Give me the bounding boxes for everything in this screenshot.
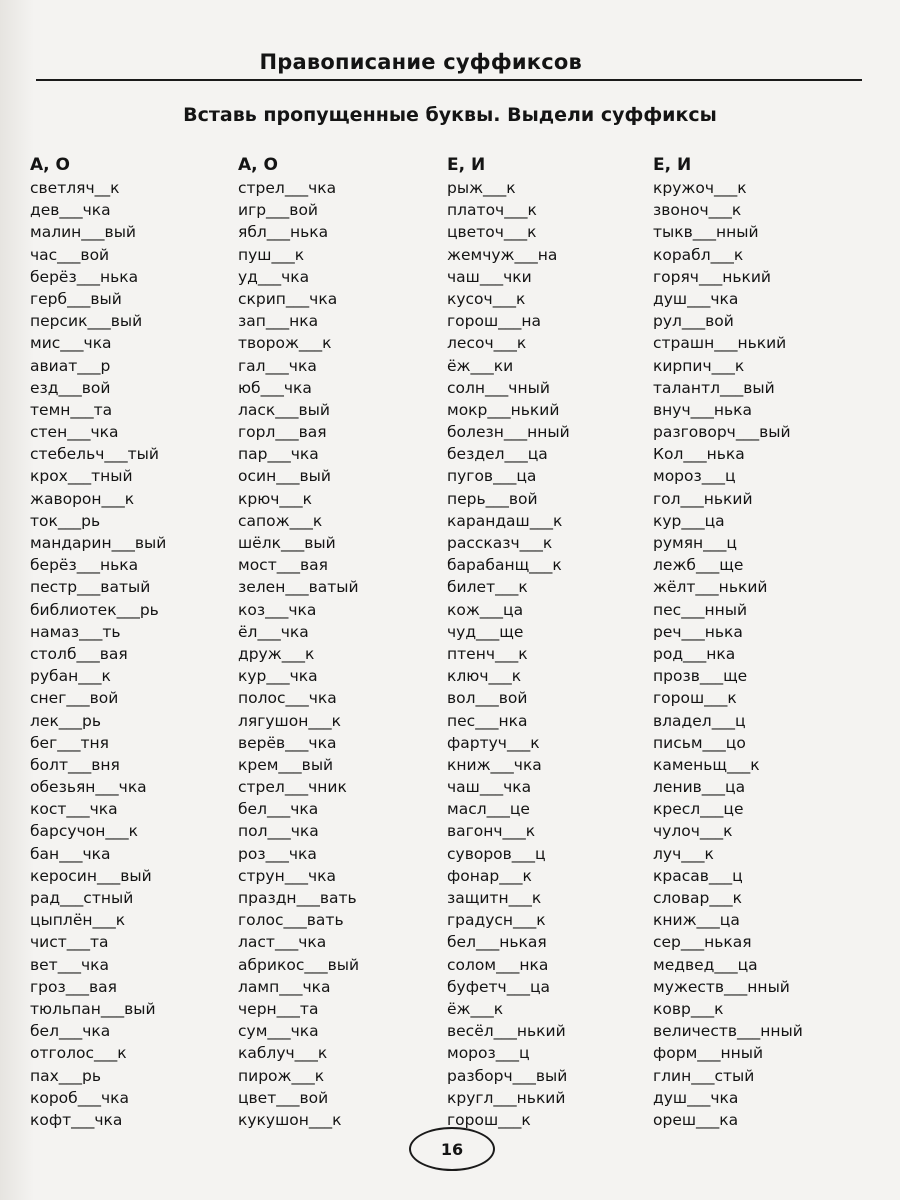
- word-item: каменьщ___к: [653, 755, 760, 774]
- column-heading: А, О: [30, 155, 70, 175]
- word-item: горош___к: [653, 689, 737, 708]
- word-item: светляч__к: [30, 179, 120, 197]
- word-item: сер___нькая: [653, 933, 752, 952]
- word-item: дев___чка: [30, 201, 111, 220]
- word-item: час___вой: [30, 245, 110, 264]
- word-item: пестр___ватый: [30, 578, 151, 597]
- word-item: кругл___нький: [447, 1088, 566, 1107]
- word-item: чаш___чка: [447, 778, 532, 797]
- word-item: вол___вой: [447, 689, 528, 708]
- word-item: мис___чка: [30, 334, 112, 353]
- word-item: ёж___к: [447, 999, 504, 1018]
- word-item: красав___ц: [653, 866, 743, 885]
- column-heading: А, О: [238, 155, 278, 175]
- word-item: страшн___нький: [653, 334, 787, 353]
- word-item: коз___чка: [238, 600, 317, 619]
- column-heading: Е, И: [447, 155, 486, 175]
- word-item: верёв___чка: [238, 733, 337, 752]
- word-item: черн___та: [238, 999, 319, 1018]
- word-item: цыплён___к: [30, 911, 126, 930]
- word-item: гроз___вая: [30, 977, 117, 996]
- word-item: лесоч___к: [447, 334, 527, 353]
- word-item: вагонч___к: [447, 822, 536, 841]
- word-item: праздн___вать: [238, 889, 357, 907]
- word-item: библиотек___рь: [30, 600, 159, 619]
- word-item: мужеств___нный: [653, 977, 790, 996]
- word-item: жаворон___к: [30, 489, 135, 508]
- word-item: солом___нка: [447, 955, 549, 974]
- word-item: тюльпан___вый: [30, 999, 156, 1018]
- word-item: каблуч___к: [238, 1044, 328, 1063]
- word-item: ёж___ки: [447, 356, 514, 375]
- word-item: зап___нка: [238, 312, 319, 331]
- word-item: стрел___чка: [238, 179, 337, 197]
- word-item: лягушон___к: [238, 711, 341, 730]
- word-item: болт___вня: [30, 755, 120, 774]
- word-item: игр___вой: [238, 201, 318, 220]
- word-item: гал___чка: [238, 356, 317, 375]
- word-column-2: [238, 153, 359, 1131]
- word-item: мороз___ц: [653, 467, 736, 486]
- word-column-1: [30, 153, 166, 1131]
- word-item: чаш___чки: [447, 267, 532, 286]
- word-item: ореш___ка: [653, 1110, 739, 1129]
- word-item: крем___вый: [238, 755, 334, 774]
- word-item: короб___чка: [30, 1088, 129, 1107]
- word-item: масл___це: [447, 800, 530, 819]
- word-item: реч___нька: [653, 622, 743, 641]
- word-item: творож___к: [238, 334, 332, 353]
- word-item: персик___вый: [30, 312, 143, 331]
- word-item: рыж___к: [447, 179, 516, 197]
- word-item: темн___та: [30, 400, 113, 419]
- word-item: пугов___ца: [447, 467, 537, 486]
- word-item: кож___ца: [447, 600, 524, 619]
- word-item: мороз___ц: [447, 1044, 530, 1063]
- word-item: стен___чка: [30, 423, 119, 442]
- word-item: кофт___чка: [30, 1110, 123, 1129]
- word-item: лек___рь: [30, 711, 102, 730]
- word-item: род___нка: [653, 644, 736, 663]
- word-item: прозв___ще: [653, 667, 748, 686]
- word-item: бел___чка: [238, 800, 319, 819]
- word-item: кресл___це: [653, 800, 744, 819]
- word-item: жемчуж___на: [447, 245, 558, 264]
- word-item: сум___чка: [238, 1022, 319, 1041]
- word-item: платоч___к: [447, 201, 537, 220]
- word-item: билет___к: [447, 578, 528, 597]
- word-item: карандаш___к: [447, 511, 563, 530]
- word-item: сапож___к: [238, 511, 323, 530]
- word-item: пол___чка: [238, 822, 319, 841]
- word-item: рул___вой: [653, 312, 734, 331]
- page-number: 16: [440, 1139, 464, 1159]
- word-item: бездел___ца: [447, 445, 548, 464]
- word-item: чуд___ще: [447, 622, 524, 641]
- exercise-instruction: Вставь пропущенные буквы. Выдели суффиксы: [183, 104, 717, 126]
- word-item: ябл___нька: [238, 223, 329, 242]
- word-item: мокр___нький: [447, 400, 560, 419]
- header-rule: [36, 79, 862, 81]
- word-item: полос___чка: [238, 689, 337, 708]
- word-item: фартуч___к: [447, 733, 540, 752]
- word-item: горош___к: [447, 1110, 531, 1129]
- word-item: ключ___к: [447, 667, 522, 686]
- word-item: суворов___ц: [447, 844, 546, 863]
- word-item: пар___чка: [238, 445, 319, 464]
- word-item: книж___чка: [447, 755, 542, 774]
- word-item: талантл___вый: [653, 378, 775, 397]
- word-item: кур___ца: [653, 511, 725, 530]
- word-item: медвед___ца: [653, 955, 758, 974]
- word-item: стебельч___тый: [30, 445, 159, 464]
- word-item: перь___вой: [447, 489, 538, 508]
- word-item: бег___тня: [30, 733, 109, 752]
- word-item: горош___на: [447, 312, 542, 331]
- word-item: авиат___р: [30, 356, 111, 375]
- word-item: мандарин___вый: [30, 534, 167, 552]
- word-item: мост___вая: [238, 556, 328, 575]
- word-item: берёз___нька: [30, 267, 139, 286]
- page-binding-edge: [0, 0, 34, 1200]
- word-item: тыкв___нный: [653, 223, 759, 242]
- word-item: чулоч___к: [653, 822, 733, 841]
- word-item: цветоч___к: [447, 223, 537, 242]
- word-item: бан___чка: [30, 844, 111, 863]
- word-item: отголос___к: [30, 1044, 127, 1063]
- word-list: [447, 177, 570, 1131]
- word-item: корабл___к: [653, 245, 744, 264]
- word-item: рад___стный: [30, 889, 134, 907]
- word-item: ёл___чка: [238, 622, 309, 641]
- word-item: скрип___чка: [238, 289, 338, 308]
- word-item: пирож___к: [238, 1066, 325, 1085]
- word-item: осин___вый: [238, 467, 331, 486]
- word-item: разговорч___вый: [653, 423, 791, 442]
- word-item: весёл___нький: [447, 1022, 566, 1041]
- word-item: кукушон___к: [238, 1110, 342, 1129]
- word-item: берёз___нька: [30, 556, 139, 575]
- word-list: [30, 177, 166, 1131]
- word-item: крюч___к: [238, 489, 313, 508]
- word-item: кур___чка: [238, 667, 318, 686]
- column-heading: Е, И: [653, 155, 692, 175]
- word-item: пес___нный: [653, 600, 748, 619]
- word-item: гол___нький: [653, 489, 753, 508]
- word-item: жёлт___нький: [653, 578, 768, 597]
- word-item: рубан___к: [30, 667, 111, 686]
- word-item: душ___чка: [653, 289, 739, 308]
- word-item: луч___к: [653, 844, 714, 863]
- word-item: кирпич___к: [653, 356, 745, 375]
- word-item: величеств___нный: [653, 1022, 803, 1041]
- word-item: крох___тный: [30, 467, 133, 486]
- word-list: [653, 177, 803, 1131]
- word-column-3: [447, 153, 570, 1131]
- page-header-title: Правописание суффиксов: [259, 50, 582, 74]
- word-item: герб___вый: [30, 289, 122, 308]
- word-item: письм___цо: [653, 733, 746, 752]
- word-item: форм___нный: [653, 1044, 764, 1063]
- word-item: барсучон___к: [30, 822, 138, 841]
- word-item: птенч___к: [447, 644, 528, 663]
- word-item: разборч___вый: [447, 1066, 568, 1085]
- word-item: фонар___к: [447, 866, 532, 885]
- word-item: внуч___нька: [653, 400, 752, 419]
- word-item: обезьян___чка: [30, 778, 147, 797]
- word-item: струн___чка: [238, 866, 336, 885]
- word-item: болезн___нный: [447, 423, 570, 442]
- word-item: горяч___нький: [653, 267, 771, 286]
- word-item: румян___ц: [653, 534, 737, 552]
- word-item: ласт___чка: [238, 933, 327, 952]
- word-item: цвет___вой: [238, 1088, 329, 1107]
- word-item: керосин___вый: [30, 866, 152, 885]
- word-item: зелен___ватый: [238, 578, 359, 597]
- word-item: пуш___к: [238, 245, 305, 264]
- word-column-4: [653, 153, 803, 1131]
- word-item: роз___чка: [238, 844, 317, 863]
- word-item: кост___чка: [30, 800, 118, 819]
- word-item: градусн___к: [447, 911, 546, 930]
- word-item: бел___чка: [30, 1022, 111, 1041]
- word-item: кружоч___к: [653, 179, 747, 197]
- word-item: словар___к: [653, 889, 742, 907]
- word-item: владел___ц: [653, 711, 746, 730]
- word-item: душ___чка: [653, 1088, 739, 1107]
- word-item: барабанщ___к: [447, 556, 562, 575]
- word-item: стрел___чник: [238, 778, 347, 797]
- word-item: защитн___к: [447, 889, 542, 907]
- word-item: буфетч___ца: [447, 977, 551, 996]
- word-item: Кол___нька: [653, 445, 745, 464]
- word-item: шёлк___вый: [238, 534, 336, 552]
- page-number-badge: [409, 1127, 495, 1171]
- word-item: ламп___чка: [238, 977, 331, 996]
- word-item: намаз___ть: [30, 622, 121, 641]
- word-item: лежб___ще: [653, 556, 744, 575]
- word-item: чист___та: [30, 933, 109, 952]
- word-item: ток___рь: [30, 511, 101, 530]
- word-list: [238, 177, 359, 1131]
- word-item: столб___вая: [30, 644, 128, 663]
- word-item: пах___рь: [30, 1066, 102, 1085]
- word-item: уд___чка: [238, 267, 310, 286]
- word-item: езд___вой: [30, 378, 111, 397]
- word-item: юб___чка: [238, 378, 312, 397]
- word-item: друж___к: [238, 644, 315, 663]
- word-item: книж___ца: [653, 911, 740, 930]
- word-item: глин___стый: [653, 1066, 755, 1085]
- word-item: малин___вый: [30, 223, 137, 242]
- word-item: солн___чный: [447, 378, 550, 397]
- word-item: кусоч___к: [447, 289, 526, 308]
- word-item: голос___вать: [238, 911, 344, 930]
- word-item: горл___вая: [238, 423, 327, 442]
- word-item: бел___нькая: [447, 933, 547, 952]
- word-item: вет___чка: [30, 955, 109, 974]
- word-item: абрикос___вый: [238, 955, 360, 974]
- word-item: пес___нка: [447, 711, 528, 730]
- word-item: ленив___ца: [653, 778, 746, 797]
- word-item: рассказч___к: [447, 534, 553, 552]
- word-item: снег___вой: [30, 689, 119, 708]
- word-item: ковр___к: [653, 999, 724, 1018]
- word-item: ласк___вый: [238, 400, 330, 419]
- word-item: звоноч___к: [653, 201, 742, 220]
